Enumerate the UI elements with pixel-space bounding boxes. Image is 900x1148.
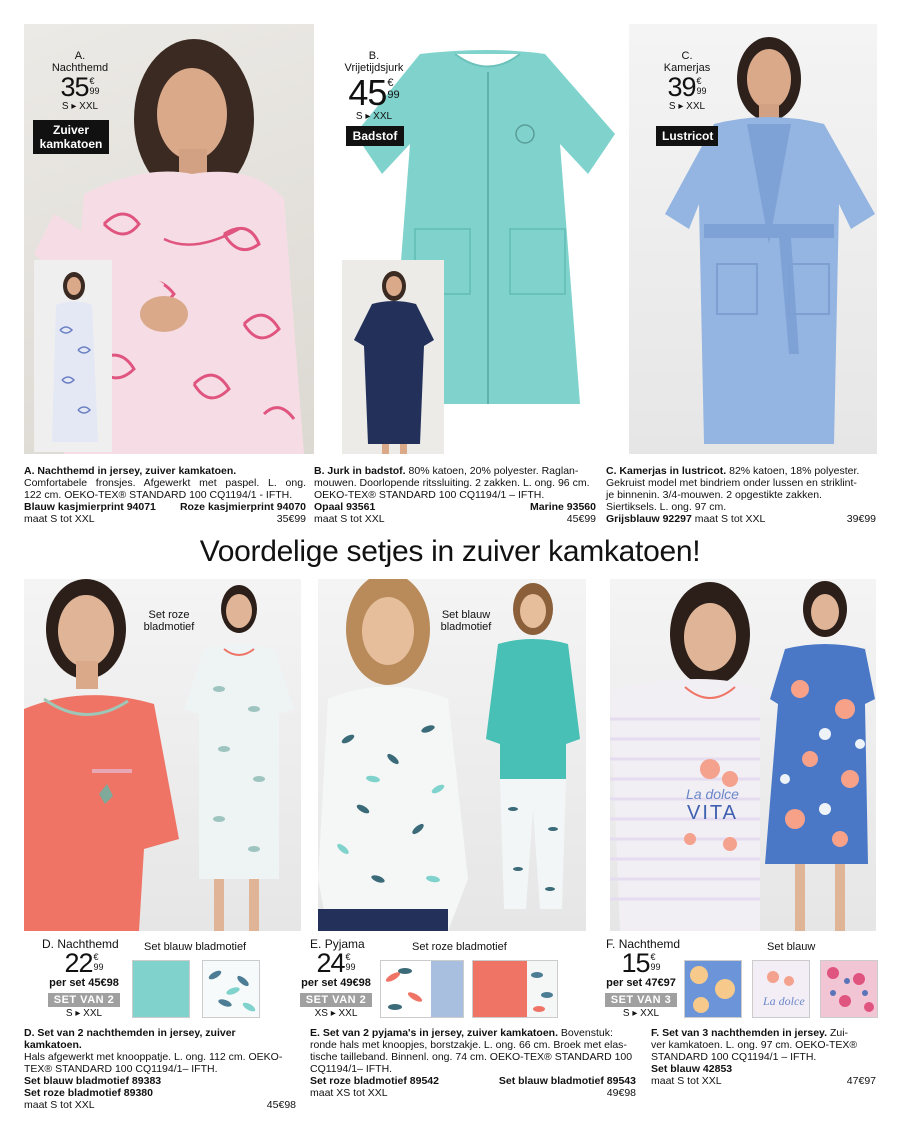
swatch-label: Set roze bladmotief <box>412 941 507 953</box>
size-range: S ▸ XXL <box>61 101 99 112</box>
product-name: Nachthemd <box>51 62 109 74</box>
set-badge: SET VAN 2 <box>48 993 121 1007</box>
swatch-label: Set blauw bladmotief <box>144 941 247 953</box>
product-name: Kamerjas <box>663 62 711 74</box>
svg-text:La dolce: La dolce <box>763 994 805 1008</box>
price-tag-d: 22 € 99 per set 45€98 SET VAN 2 S ▸ XXL <box>49 948 119 1019</box>
description-a: A. Nachthemd in jersey, zuiver kamkatoen. Comfortabele fronsjes. Afgewerkt met paspel. L. ong. 122 cm. OEKO-TEX® STANDARD 100 CQ1194/1 - IFTH. Blauw kasjmierprint 94071 Roze kasjmierprint 94070 maat S tot XXL 35€99 <box>24 465 306 525</box>
price: 15 € 99 <box>621 948 661 978</box>
section-headline: Voordelige setjes in zuiver kamkatoen! <box>199 535 701 568</box>
swatch-pink-set[interactable] <box>380 960 464 1018</box>
swatch-pink-floral[interactable] <box>820 960 878 1018</box>
product-d-name: D. Nachthemd <box>42 937 119 951</box>
description-f: F. Set van 3 nachthemden in jersey. Zui- ver kamkatoen. L. ong. 97 cm. OEKO-TEX® STANDARD 100 CQ1194/1 – IFTH. Set blauw 42853 maat S tot XXL 47€97 <box>651 1027 876 1087</box>
product-name: Vrijetijdsjurk <box>344 62 404 74</box>
price-tag-f: 15 € 99 per set 47€97 SET VAN 3 S ▸ XXL <box>606 948 676 1019</box>
swatch-turquoise[interactable] <box>132 960 190 1018</box>
set-badge: SET VAN 3 <box>605 993 678 1007</box>
material-badge: Lustricot <box>656 126 718 146</box>
description-d: D. Set van 2 nachthemden in jersey, zuiver kamkatoen. Hals afgewerkt met knooppatje. L. ong. 112 cm. OEKO- TEX® STANDARD 100 CQ1194/1– IFTH. Set blauw bladmotief 89383 Set roze bladmotief 89380 maat S tot XXL 45€98 <box>24 1027 296 1111</box>
size-range: S ▸ XXL <box>355 111 393 122</box>
print-graphic-text: La dolce VITA <box>686 786 739 824</box>
photo-f-nightgown-set <box>610 579 876 931</box>
product-letter: C. <box>681 50 693 62</box>
price: 45 € 99 <box>348 72 400 113</box>
description-c: C. Kamerjas in lustricot. 82% katoen, 18% polyester. Gekruist model met bindriem onder lussen en striklint- je binnenin. 3/4-mouwen. 2 opgestikte zakken. Siertiksels. L. ong. 97 cm. Grijsblauw 92297 maat S tot XXL 39€99 <box>606 465 876 525</box>
price-tag-c <box>650 50 724 113</box>
material-badge: Badstof <box>346 126 404 146</box>
price-tag-e: 24 € 99 per set 49€98 SET VAN 2 XS ▸ XXL <box>301 948 371 1019</box>
price: 24 € 99 <box>316 948 356 978</box>
swatch-leaf-print[interactable] <box>202 960 260 1018</box>
product-f-name: F. Nachthemd <box>606 937 681 951</box>
price: 35 € 99 <box>60 72 100 102</box>
photo-e-pyjama-set <box>318 579 586 931</box>
price: 22 € 99 <box>64 948 104 978</box>
swatch-la-dolce-print[interactable] <box>752 960 810 1018</box>
price-tag-a <box>44 50 116 113</box>
photo-d-nightgown-set <box>24 579 301 931</box>
set-badge: SET VAN 2 <box>300 993 373 1007</box>
swatch-label: Set blauw <box>767 941 816 953</box>
description-e: E. Set van 2 pyjama's in jersey, zuiver kamkatoen. Bovenstuk: ronde hals met knoopjes, borstzakje. L. ong. 66 cm. Broek met elas- tische tailleband. Binnenl. ong. 74 cm. OEKO-TEX® STANDARD 100 CQ1194/1– IFTH. Set roze bladmotief 89542 Set blauw bladmotief 89543 maat XS tot XXL 49€98 <box>310 1027 636 1099</box>
photo-label: Set roze bladmotief <box>143 609 195 633</box>
product-letter: B. <box>368 50 380 62</box>
description-b: B. Jurk in badstof. 80% katoen, 20% polyester. Raglan- mouwen. Doorlopende ritssluiting. 2 zakken. L. ong. 96 cm. OEKO-TEX® STANDARD 100 CQ1194/1 – IFTH. Opaal 93561 Marine 93560 maat S tot XXL 45€99 <box>314 465 596 525</box>
product-e-name: E. Pyjama <box>310 937 365 951</box>
size-range: S ▸ XXL <box>668 101 706 112</box>
price: 39 € 99 <box>667 72 707 102</box>
price-tag-b <box>336 50 412 123</box>
product-letter: A. <box>74 50 86 62</box>
swatch-fruit-print[interactable] <box>684 960 742 1018</box>
swatch-coral-set[interactable] <box>472 960 558 1018</box>
photo-label: Set blauw bladmotief <box>440 609 492 633</box>
material-badge: Zuiver kamkatoen <box>33 120 109 154</box>
